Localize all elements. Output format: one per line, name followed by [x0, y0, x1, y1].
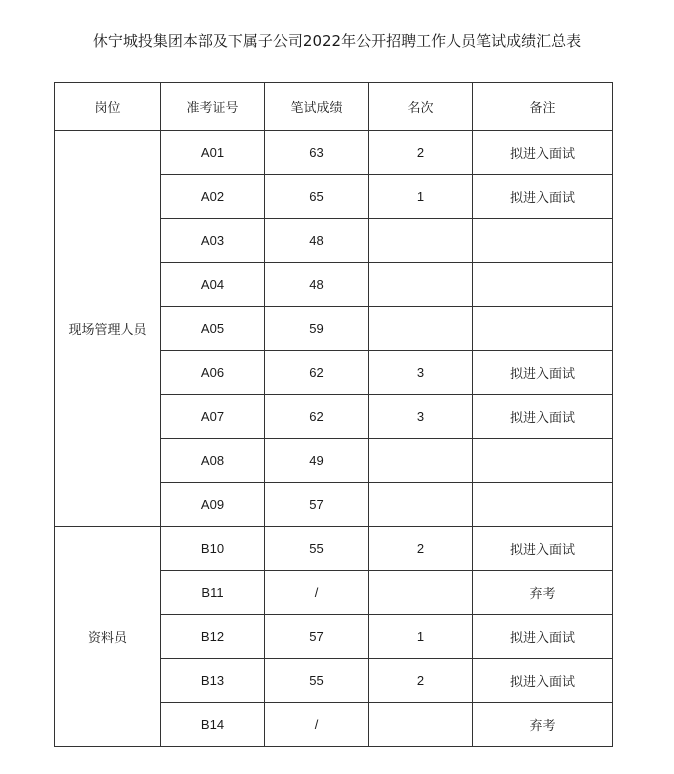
rank-cell: 3 — [369, 395, 473, 439]
rank-cell: 2 — [369, 659, 473, 703]
table-row — [55, 527, 613, 571]
header-score: 笔试成绩 — [265, 83, 369, 131]
document-title: 休宁城投集团本部及下属子公司2022年公开招聘工作人员笔试成绩汇总表 — [92, 32, 582, 50]
score-cell: 57 — [265, 483, 369, 527]
rank-cell: 1 — [369, 615, 473, 659]
exam-id-cell: B11 — [161, 571, 265, 615]
note-cell: 拟进入面试 — [473, 659, 613, 703]
exam-id-cell: B14 — [161, 703, 265, 747]
header-note: 备注 — [473, 83, 613, 131]
table-row — [55, 131, 613, 175]
rank-cell — [369, 307, 473, 351]
score-cell: 55 — [265, 659, 369, 703]
rank-cell — [369, 703, 473, 747]
note-cell: 弃考 — [473, 571, 613, 615]
score-cell: / — [265, 703, 369, 747]
exam-id-cell: A06 — [161, 351, 265, 395]
score-cell: 62 — [265, 351, 369, 395]
note-cell — [473, 219, 613, 263]
note-cell: 拟进入面试 — [473, 131, 613, 175]
position-cell: 资料员 — [55, 527, 161, 747]
note-cell — [473, 307, 613, 351]
note-cell: 拟进入面试 — [473, 615, 613, 659]
rank-cell: 2 — [369, 131, 473, 175]
exam-id-cell: A08 — [161, 439, 265, 483]
note-cell: 拟进入面试 — [473, 175, 613, 219]
rank-cell — [369, 219, 473, 263]
note-cell — [473, 263, 613, 307]
exam-id-cell: A09 — [161, 483, 265, 527]
header-position: 岗位 — [55, 83, 161, 131]
exam-id-cell: A03 — [161, 219, 265, 263]
rank-cell: 2 — [369, 527, 473, 571]
exam-id-cell: B10 — [161, 527, 265, 571]
table-body — [55, 131, 613, 747]
rank-cell — [369, 439, 473, 483]
exam-id-cell: A02 — [161, 175, 265, 219]
exam-id-cell: A01 — [161, 131, 265, 175]
note-cell — [473, 439, 613, 483]
exam-id-cell: A05 — [161, 307, 265, 351]
rank-cell — [369, 263, 473, 307]
score-cell: 48 — [265, 263, 369, 307]
rank-cell — [369, 483, 473, 527]
scores-table — [54, 82, 613, 747]
rank-cell: 3 — [369, 351, 473, 395]
exam-id-cell: A07 — [161, 395, 265, 439]
score-cell: / — [265, 571, 369, 615]
rank-cell — [369, 571, 473, 615]
header-rank: 名次 — [369, 83, 473, 131]
position-cell: 现场管理人员 — [55, 131, 161, 527]
score-cell: 55 — [265, 527, 369, 571]
score-cell: 63 — [265, 131, 369, 175]
score-cell: 48 — [265, 219, 369, 263]
score-cell: 59 — [265, 307, 369, 351]
note-cell: 拟进入面试 — [473, 395, 613, 439]
score-cell: 65 — [265, 175, 369, 219]
rank-cell: 1 — [369, 175, 473, 219]
exam-id-cell: B13 — [161, 659, 265, 703]
score-cell: 49 — [265, 439, 369, 483]
note-cell — [473, 483, 613, 527]
exam-id-cell: A04 — [161, 263, 265, 307]
note-cell: 拟进入面试 — [473, 527, 613, 571]
score-cell: 57 — [265, 615, 369, 659]
score-cell: 62 — [265, 395, 369, 439]
header-row — [55, 83, 613, 131]
note-cell: 弃考 — [473, 703, 613, 747]
exam-id-cell: B12 — [161, 615, 265, 659]
note-cell: 拟进入面试 — [473, 351, 613, 395]
header-exam-id: 准考证号 — [161, 83, 265, 131]
